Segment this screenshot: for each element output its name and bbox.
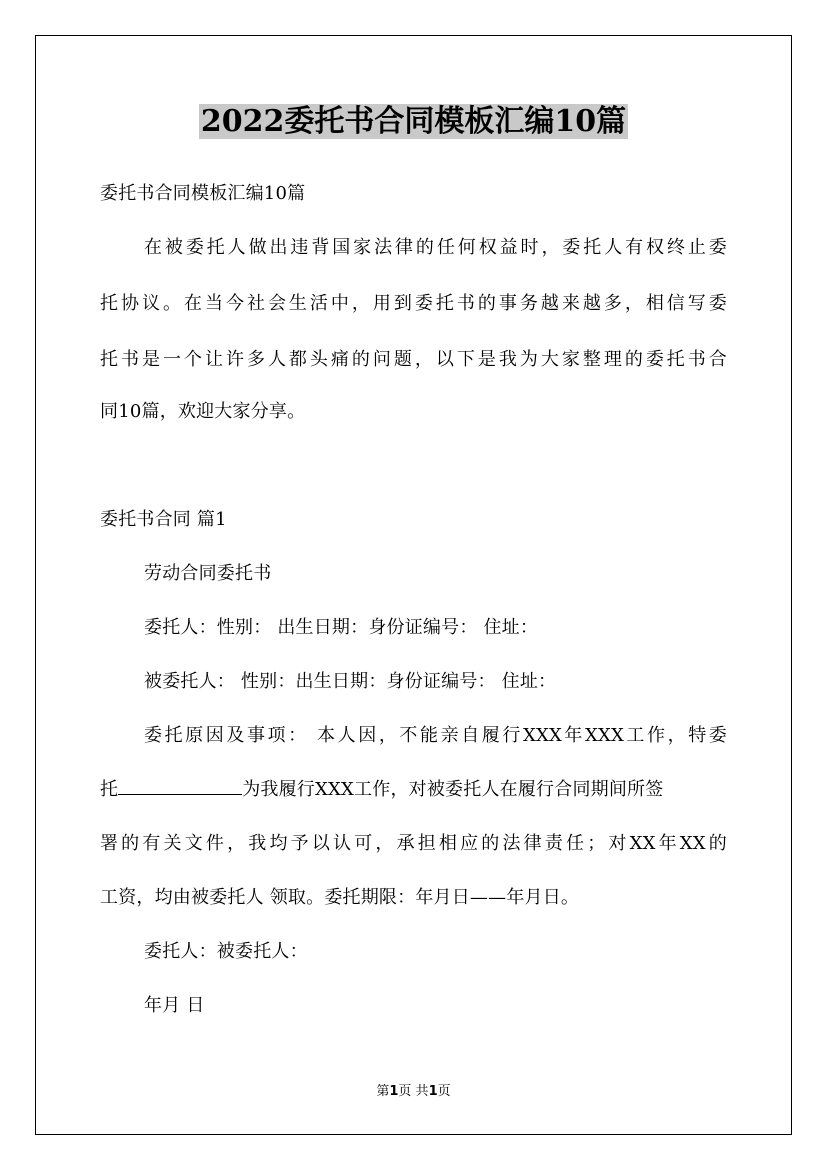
document-title — [0, 100, 827, 144]
footer-page-prefix: 第 — [376, 1084, 390, 1099]
footer-page-suffix: 页 — [437, 1084, 451, 1099]
section-heading: 委托书合同 篇1 — [100, 509, 227, 530]
reason-line-2-suffix: 为我履行XXX工作，对被委托人在履行合同期间所签 — [242, 779, 664, 800]
blank-underline — [118, 776, 242, 795]
document-subtitle: 委托书合同模板汇编10篇 — [100, 183, 306, 204]
page-footer — [0, 1083, 827, 1101]
reason-line-4: 工资，均由被委托人 领取。委托期限：年月日——年月日。 — [100, 887, 580, 908]
intro-line-3: 托书是一个让许多人都头痛的问题，以下是我为大家整理的委托书合 — [100, 349, 727, 370]
reason-line-1: 委托原因及事项： 本人因，不能亲自履行XXX年XXX工作，特委 — [144, 725, 727, 746]
principal-line: 委托人：性别： 出生日期：身份证编号： 住址： — [144, 617, 539, 638]
section-title: 劳动合同委托书 — [144, 563, 272, 584]
footer-page-current: 1 — [389, 1084, 399, 1099]
footer-page-mid: 页 共 — [398, 1084, 429, 1099]
intro-line-4: 同10篇，欢迎大家分享。 — [100, 401, 306, 422]
document-title-text: 2022委托书合同模板汇编10篇 — [200, 104, 627, 139]
date-line: 年月 日 — [144, 995, 205, 1016]
signature-line: 委托人：被委托人： — [144, 941, 308, 962]
reason-line-2 — [100, 776, 727, 804]
footer-page-total: 1 — [428, 1084, 438, 1099]
reason-line-3: 署的有关文件，我均予以认可，承担相应的法律责任；对XX年XX的 — [100, 833, 727, 854]
reason-line-2-prefix: 托 — [100, 779, 119, 800]
intro-line-2: 托协议。在当今社会生活中，用到委托书的事务越来越多，相信写委 — [100, 293, 727, 314]
intro-line-1: 在被委托人做出违背国家法律的任何权益时，委托人有权终止委 — [144, 237, 727, 258]
agent-line: 被委托人： 性别：出生日期：身份证编号： 住址： — [144, 671, 557, 692]
